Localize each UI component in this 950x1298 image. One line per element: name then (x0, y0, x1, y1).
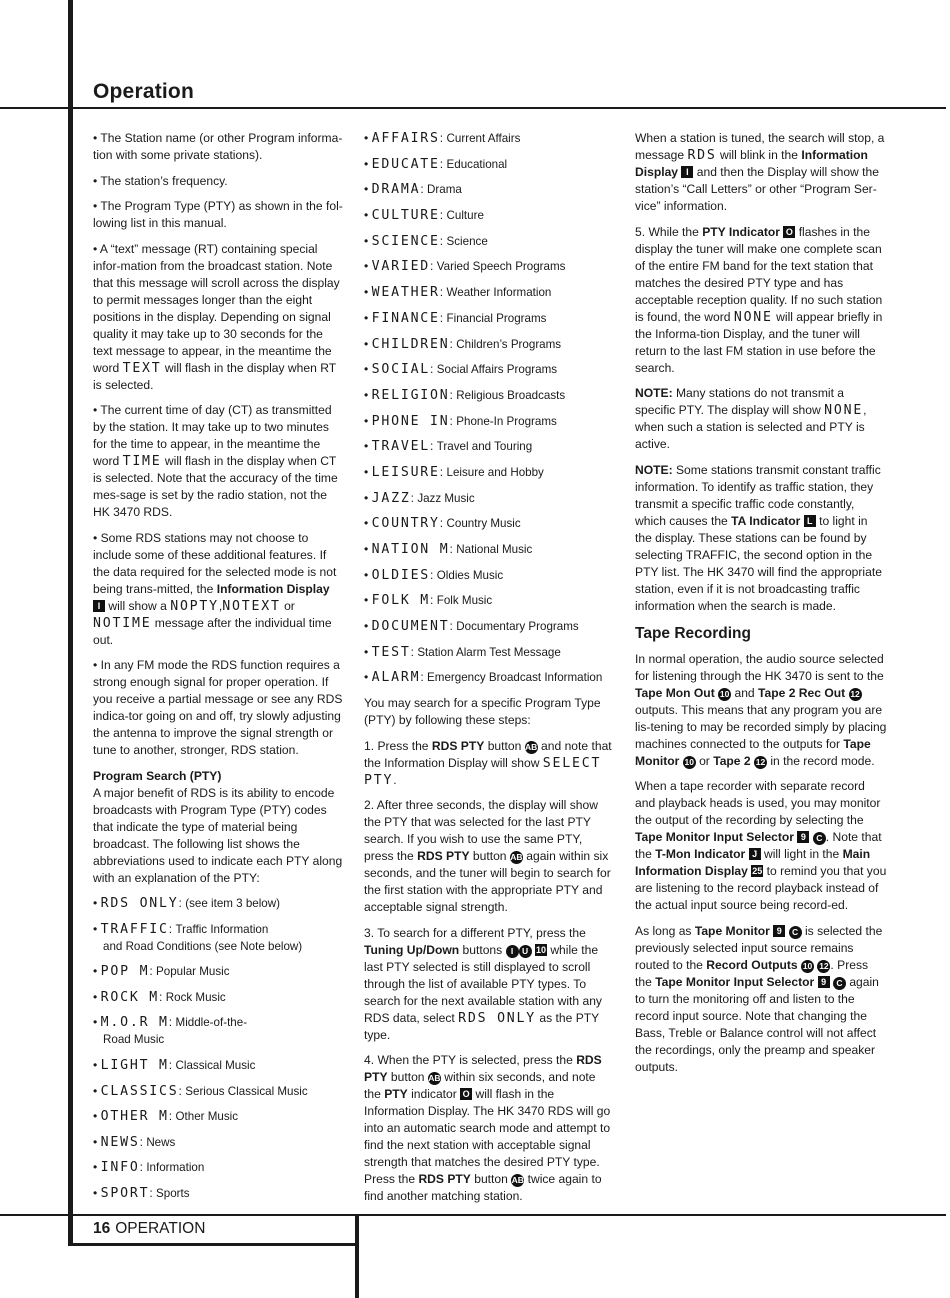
text: 5. While the (635, 224, 703, 239)
text: will flash in the display when CT is selected. Note that the accuracy of the time mes-sage is set by the radio station, not the HK 3470 RDS. (93, 454, 338, 519)
pty-description: Current Affairs (446, 132, 521, 145)
paragraph (93, 402, 343, 521)
bold-term: PTY (384, 1087, 408, 1102)
lcd-text: NONE (824, 403, 864, 418)
bold-term: RDS PTY (417, 849, 470, 864)
pty-code: FINANCE (371, 310, 440, 326)
lcd-text: RDS ONLY (458, 1010, 537, 1026)
bold-term: Tuning Up/Down (364, 942, 460, 957)
pty-code: PHONE IN (371, 413, 450, 429)
indicator-badge: I (506, 945, 519, 958)
pty-description: Classical Music (175, 1058, 256, 1072)
text: As long as (635, 923, 695, 938)
bold-term: T-Mon Indicator (655, 847, 746, 861)
pty-item: • SOCIAL: Social Affairs Programs (364, 362, 558, 378)
pty-code: M.O.R M (100, 1015, 169, 1031)
indicator-badge: C (789, 926, 802, 939)
text: • Some RDS stations may not choose to include some of these additional features. If the data required for the selected mode is not being trans-mitted, the (93, 530, 337, 596)
pty-item: • FINANCE: Financial Programs (364, 310, 547, 326)
text: buttons (459, 942, 506, 957)
pty-code: LIGHT M (100, 1057, 169, 1073)
indicator-badge: 9 (773, 925, 785, 937)
bold-term: PTY Indicator (702, 224, 780, 239)
text: as the PTY type. (364, 1010, 599, 1042)
pty-code: SOCIAL (371, 362, 431, 378)
pty-code: NEWS (100, 1134, 140, 1150)
pty-code: POP M (100, 964, 150, 980)
paragraph: • The Station name (or other Program informa-tion with some private stations). (93, 131, 343, 162)
text: outputs. This means that any program you are lis-tening to may be recorded simply by placing machines connected to the outputs for (635, 702, 887, 751)
text: 3. To search for a different PTY, press the (364, 925, 586, 940)
lcd-text: SELECT PTY (364, 755, 602, 788)
pty-code: AFFAIRS (371, 131, 440, 146)
pty-description: Educational (446, 157, 508, 171)
pty-item: • OLDIES: Oldies Music (364, 567, 504, 583)
paragraph (93, 241, 343, 394)
indicator-badge: C (813, 832, 826, 845)
pty-item: • WEATHER: Weather Information (364, 285, 552, 301)
lcd-text: RDS (687, 148, 717, 163)
text: is selected the previously selected input source remains routed to the (635, 923, 883, 972)
pty-code: LEISURE (371, 464, 440, 480)
pty-item: • FOLK M: Folk Music (364, 593, 493, 609)
column-1 (93, 130, 343, 1211)
pty-code: COUNTRY (371, 516, 440, 532)
pty-item: • ALARM: Emergency Broadcast Information (364, 670, 603, 686)
pty-item: • M.O.R M: Middle-of-the- Road Music (93, 1014, 343, 1048)
pty-item: • OTHER M: Other Music (93, 1109, 239, 1125)
step (364, 925, 615, 1044)
pty-list (364, 130, 615, 686)
indicator-badge: 9 (797, 831, 809, 843)
lcd-text: NONE (733, 309, 773, 325)
indicator-badge: 12 (850, 688, 860, 699)
text: button (387, 1070, 428, 1085)
pty-item: • JAZZ: Jazz Music (364, 490, 475, 506)
text: and (731, 685, 759, 700)
text: In normal operation, the audio source selected for listening through the HK 3470 is sent to the (635, 651, 884, 683)
pty-item: • RELIGION: Religious Broadcasts (364, 387, 566, 403)
text: or (695, 753, 714, 768)
indicator-badge: AB (525, 741, 538, 752)
pty-item: • NEWS: News (93, 1134, 176, 1150)
pty-description: Leisure and Hobby (446, 465, 544, 479)
pty-description: Serious Classical Music (185, 1084, 308, 1098)
indicator-badge: 12 (819, 960, 829, 971)
bold-term: Tape Monitor (694, 923, 770, 938)
pty-description: Middle-of-the- (175, 1016, 248, 1030)
pty-description: Varied Speech Programs (436, 260, 566, 274)
pty-code: CHILDREN (371, 336, 450, 352)
pty-description: Religious Broadcasts (456, 388, 566, 402)
pty-description: Culture (446, 209, 484, 223)
pty-description: (see item 3 below) (185, 897, 280, 910)
text: will show a (105, 598, 171, 613)
indicator-badge: I (93, 600, 105, 612)
pty-item: • TRAFFIC: Traffic Information and Road Conditions (see Note below) (93, 921, 343, 955)
pty-description: Science (446, 234, 488, 248)
indicator-badge: AB (510, 852, 523, 863)
pty-item: • EDUCATE: Educational (364, 156, 508, 172)
pty-item: • TRAVEL: Travel and Touring (364, 439, 533, 455)
pty-code: VARIED (371, 259, 431, 275)
text: indicator (407, 1087, 461, 1102)
text: button (470, 1172, 512, 1187)
pty-item: • INFO: Information (93, 1160, 205, 1176)
indicator-badge: 25 (752, 866, 763, 876)
pty-code: SCIENCE (371, 233, 440, 249)
pty-code: TRAFFIC (100, 921, 169, 937)
bold-term: RDS PTY (364, 1053, 602, 1085)
pty-item: • CLASSICS: Serious Classical Music (93, 1083, 308, 1099)
indicator-badge: AB (511, 1175, 524, 1186)
text: and note that the Information Display will show (364, 738, 612, 770)
pty-code: RDS ONLY (100, 896, 179, 911)
pty-description: Documentary Programs (456, 620, 579, 634)
paragraph (635, 130, 887, 215)
pty-code: RELIGION (371, 387, 450, 403)
text: 2. After three seconds, the display will show the PTY that was selected for the last PTY search. If you wish to use the same PTY, press the (364, 798, 598, 864)
paragraph: A major benefit of RDS is its ability to encode broadcasts with Program Type (PTY) codes that indicate the type of material being broadcast. The following list shows the abbreviations used to indicate each PTY along with an explanation of the PTY: (93, 785, 343, 885)
footer-divider (355, 1214, 359, 1298)
pty-item: • SCIENCE: Science (364, 233, 488, 249)
pty-item: • DOCUMENT: Documentary Programs (364, 619, 579, 635)
note-label: NOTE: (635, 386, 673, 400)
indicator-badge: 9 (818, 976, 830, 988)
page-number: 16 (93, 1220, 111, 1237)
pty-item: • ROCK M: Rock Music (93, 989, 226, 1005)
pty-item: • SPORT: Sports (93, 1185, 190, 1201)
text: 4. When the PTY is selected, press the (364, 1053, 577, 1068)
pty-code: FOLK M (371, 593, 431, 609)
indicator-badge: 12 (755, 756, 766, 767)
pty-code: CLASSICS (100, 1083, 179, 1099)
page-footer (93, 1220, 205, 1238)
step (364, 738, 615, 789)
text: while the last PTY selected is still displayed to scroll through the list of available PTY types. To search for the next available station with any RDS data, select (364, 942, 602, 1025)
text: within six seconds, and note the (364, 1070, 596, 1102)
pty-description: Drama (427, 183, 462, 197)
paragraph (635, 923, 887, 1076)
pty-description: Oldies Music (436, 568, 504, 582)
lcd-text: NOPTY (170, 598, 219, 614)
pty-description-cont: and Road Conditions (see Note below) (103, 939, 303, 953)
pty-code: SPORT (100, 1185, 150, 1201)
text: When a tape recorder with separate record and playback heads is used, you may monitor the output of the recording by selecting the (635, 779, 881, 827)
text: again within six seconds, and the tuner will begin to search for the first station with the appropriate PTY and acceptable signal strength. (364, 849, 611, 915)
text: • The current time of day (CT) as transmitted by the station. It may take up to two minutes for the time to appear, in the meantime the word (93, 403, 332, 468)
bold-term: Main Information Display (635, 847, 871, 878)
pty-code: TRAVEL (371, 439, 431, 455)
pty-code: WEATHER (371, 285, 440, 301)
bold-term: Record Outputs (706, 957, 798, 972)
pty-description: Folk Music (436, 594, 493, 608)
bold-term: Tape Monitor Input Selector (655, 974, 815, 989)
paragraph (635, 224, 887, 377)
pty-code: DOCUMENT (371, 619, 450, 635)
text: When a station is tuned, the search will stop, a message (635, 131, 885, 162)
pty-description: National Music (456, 543, 533, 556)
lcd-text: TEXT (122, 360, 162, 376)
indicator-badge: 10 (802, 960, 813, 971)
pty-code: TEST (371, 644, 411, 660)
pty-description: Travel and Touring (436, 440, 533, 454)
pty-description-cont: Road Music (103, 1033, 165, 1047)
pty-code: DRAMA (371, 182, 421, 198)
bold-term: RDS PTY (431, 738, 485, 753)
pty-item: • POP M: Popular Music (93, 964, 230, 980)
bold-term: Information Display (216, 581, 330, 596)
text: or (280, 598, 295, 613)
text: . Press the (635, 957, 869, 989)
note-label: NOTE: (635, 462, 673, 477)
text: will blink in the (716, 148, 802, 162)
step (364, 797, 615, 916)
text: button (469, 849, 510, 864)
text: in the record mode. (767, 753, 875, 768)
note (635, 462, 887, 615)
pty-item: • PHONE IN: Phone-In Programs (364, 413, 557, 429)
pty-description: Sports (156, 1186, 190, 1200)
section-heading: Tape Recording (635, 624, 751, 642)
pty-description: Station Alarm Test Message (417, 645, 561, 659)
header-rule (0, 107, 946, 109)
text: will flash in the Information Display. The HK 3470 RDS will go into an automatic search mode and attempt to find the next station with acceptable signal strength that matches the desired PTY type. Press the (364, 1087, 611, 1187)
lcd-text: NOTIME (93, 615, 152, 631)
text: 1. Press the (364, 738, 432, 753)
column-2 (364, 130, 615, 1214)
indicator-badge: 10 (535, 944, 546, 955)
pty-item: • NATION M: National Music (364, 542, 533, 557)
paragraph: • Some RDS stations may not choose to include some of these additional features. If the data required for the selected mode is not being trans-mitted, the Information Display I will show a NOPTY,NOTEXT or NOTIME message after the individual time out. (93, 530, 337, 647)
column-3 (635, 130, 887, 1084)
pty-list (93, 895, 343, 1202)
text: flashes in the display the tuner will make one complete scan of the entire FM band for the text station that matches the desired PTY type and has acceptable reception quality. If no such station is found, the word (635, 224, 883, 324)
indicator-badge: AB (428, 1073, 441, 1084)
pty-item: • COUNTRY: Country Music (364, 516, 521, 532)
pty-item: • TEST: Station Alarm Test Message (364, 644, 561, 660)
pty-code: ROCK M (100, 989, 160, 1005)
pty-description: Country Music (446, 517, 521, 531)
pty-description: Phone-In Programs (456, 414, 557, 428)
pty-description: Jazz Music (417, 491, 475, 505)
pty-item: • VARIED: Varied Speech Programs (364, 259, 566, 275)
pty-code: OTHER M (100, 1109, 169, 1125)
paragraph: • The station’s frequency. (93, 173, 228, 188)
pty-description: Other Music (175, 1110, 239, 1124)
pty-item: • DRAMA: Drama (364, 182, 462, 198)
footer-underline (68, 1243, 358, 1246)
pty-item: • RDS ONLY: (see item 3 below) (93, 896, 280, 911)
lcd-text: TIME (122, 454, 162, 469)
indicator-badge: U (519, 945, 532, 958)
indicator-badge: O (460, 1088, 472, 1100)
pty-code: EDUCATE (371, 156, 440, 172)
bold-term: Tape Mon Out (635, 685, 715, 700)
pty-description: Popular Music (156, 965, 230, 979)
text: to light in the display. These stations can be found by selecting TRAFFIC, the second option in the PTY list. The HK 3470 will find the appropriate station, even if it is not broadcasting traffic information when the search is made. (635, 513, 882, 613)
step (364, 1052, 615, 1205)
text: will appear briefly in the Informa-tion Display, and the tuner will return to the last FM station in use before the search. (635, 309, 883, 375)
bold-term: Tape Monitor (635, 736, 871, 768)
indicator-badge: 10 (684, 756, 694, 767)
pty-code: ALARM (371, 670, 421, 686)
indicator-badge: C (833, 977, 846, 990)
paragraph: You may search for a specific Program Type (PTY) by following these steps: (364, 696, 601, 728)
pty-description: Weather Information (446, 286, 552, 300)
bold-term: TA Indicator (731, 513, 801, 528)
bold-term: RDS PTY (418, 1172, 471, 1187)
pty-item: • LIGHT M: Classical Music (93, 1057, 256, 1073)
text: to remind you that you are listening to the record playback instead of the actual input source being record-ed. (635, 864, 887, 912)
pty-code: NATION M (371, 542, 450, 557)
text: . (393, 772, 397, 787)
lcd-text: NOTEXT (222, 598, 281, 614)
pty-code: INFO (100, 1160, 140, 1176)
pty-description: Traffic Information (175, 922, 269, 936)
page-title: Operation (93, 80, 194, 103)
pty-item: • AFFAIRS: Current Affairs (364, 131, 521, 146)
text: twice again to find another matching station. (364, 1172, 602, 1204)
pty-description: Social Affairs Programs (436, 363, 558, 377)
bold-term: Information Display (635, 148, 868, 179)
pty-code: OLDIES (371, 567, 431, 583)
paragraph: • In any FM mode the RDS function requires a strong enough signal for proper operation. If you receive a partial message or see any RDS indica-tor going on and off, try slowly adjusting the antenna to improve the signal strength or tune to another, stronger, RDS station. (93, 658, 343, 757)
bold-term: Tape Monitor Input Selector (635, 830, 795, 844)
indicator-badge: O (783, 226, 795, 238)
indicator-badge: L (804, 515, 816, 527)
note (635, 385, 887, 453)
pty-item: • CULTURE: Culture (364, 208, 484, 224)
text: will flash in the display when RT is selected. (93, 360, 336, 392)
bold-term: Tape 2 (713, 753, 751, 768)
text: and then the Display will show the station’s “Call Letters” or other “Program Ser-vice” information. (635, 165, 879, 213)
text: will light in the (760, 847, 843, 861)
text: again to turn the monitoring off and listen to the record input source. Note that changing the Bass, Treble or Balance control will not affect the recordings, only the preamp and speaker outputs. (635, 974, 879, 1074)
indicator-badge: 10 (719, 688, 730, 699)
pty-description: Financial Programs (446, 311, 547, 325)
pty-item: • LEISURE: Leisure and Hobby (364, 464, 544, 480)
left-margin-bar (68, 0, 73, 1246)
pty-description: Rock Music (165, 990, 226, 1004)
subheading: Program Search (PTY) (93, 768, 222, 783)
pty-description: Children’s Programs (456, 337, 562, 351)
paragraph: • The Program Type (PTY) as shown in the fol-lowing list in this manual. (93, 199, 343, 230)
pty-code: CULTURE (371, 208, 440, 224)
pty-item: • CHILDREN: Children’s Programs (364, 336, 562, 352)
text: message after the individual time out. (93, 615, 332, 647)
text: Some stations transmit constant traffic information. To identify as traffic station, they transmit a specific traffic code constantly, which causes the (635, 462, 881, 528)
text: • A “text” message (RT) containing special infor-mation from the broadcast station. Note that this message will scroll across the display to permit messages longer than the eight positions in the display. Depending on signal quality it may take up to 30 seconds for the text message to appear, in the meantime the word (93, 241, 340, 375)
paragraph (635, 651, 887, 770)
footer-section: OPERATION (115, 1220, 206, 1237)
pty-description: Emergency Broadcast Information (427, 671, 603, 685)
text: button (484, 738, 525, 753)
text: . Note that the (635, 830, 882, 861)
pty-code: JAZZ (371, 490, 411, 506)
text: Many stations do not transmit a specific PTY. The display will show (635, 386, 845, 417)
paragraph (635, 778, 887, 914)
pty-description: Information (146, 1161, 205, 1175)
footer-rule (0, 1214, 946, 1216)
indicator-badge: J (749, 848, 761, 860)
text: , when such a station is selected and PTY is active. (635, 403, 867, 451)
indicator-badge: I (681, 166, 693, 178)
bold-term: Tape 2 Rec Out (758, 685, 846, 700)
pty-description: News (146, 1135, 176, 1149)
